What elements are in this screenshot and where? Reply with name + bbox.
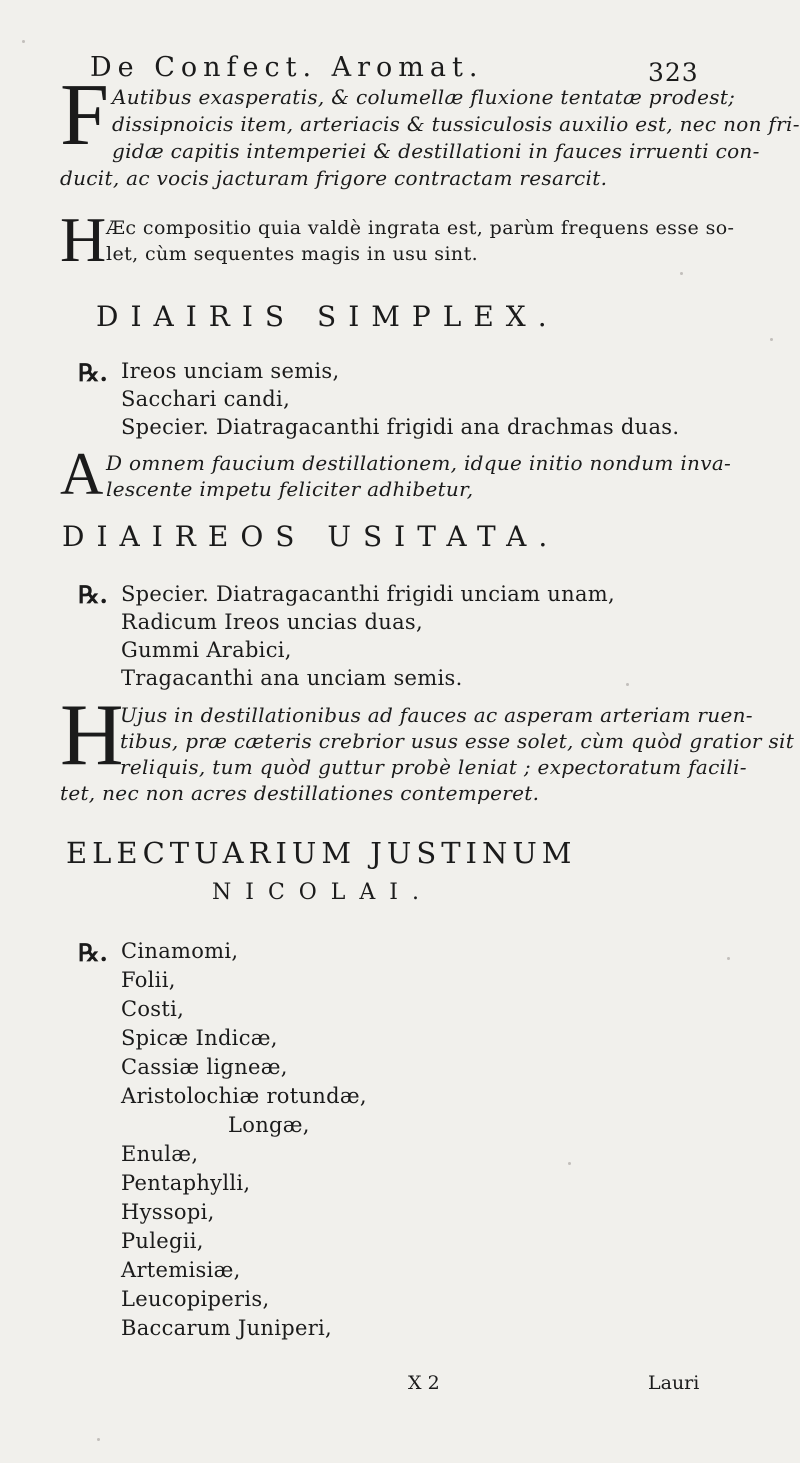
paper-speck bbox=[770, 338, 773, 341]
ingredient-line: Folii, bbox=[121, 968, 176, 992]
drop-cap: H bbox=[60, 204, 107, 275]
paragraph-line: reliquis, tum quòd guttur probè leniat ; expectoratum facili- bbox=[120, 755, 747, 779]
running-head: De Confect. Aromat. bbox=[90, 52, 484, 83]
drop-cap: A bbox=[60, 441, 104, 507]
paper-speck bbox=[727, 957, 730, 960]
ingredient-line: Leucopiperis, bbox=[121, 1287, 270, 1311]
paragraph-line: lescente impetu feliciter adhibetur, bbox=[106, 477, 474, 501]
signature-mark: X 2 bbox=[408, 1372, 440, 1394]
ingredient-line: Baccarum Juniperi, bbox=[121, 1316, 333, 1340]
paragraph-line: tibus, præ cæteris crebrior usus esse solet, cùm quòd gratior sit bbox=[120, 729, 795, 753]
ingredient-line: Specier. Diatragacanthi frigidi unciam unam, bbox=[121, 582, 615, 606]
drop-cap: F bbox=[60, 67, 109, 164]
section-title-diaireos: DIAIREOS USITATA. bbox=[62, 520, 560, 553]
page-number: 323 bbox=[648, 58, 699, 87]
paper-speck bbox=[22, 40, 25, 43]
recipe-symbol: ℞. bbox=[78, 358, 108, 387]
paragraph-line: dissipnoicis item, arteriacis & tussiculosis auxilio est, nec non fri- bbox=[112, 112, 800, 136]
ingredient-line: Artemisiæ, bbox=[121, 1258, 241, 1282]
paragraph-line: Æc compositio quia valdè ingrata est, parùm frequens esse so- bbox=[106, 217, 735, 239]
ingredient-line: Hyssopi, bbox=[121, 1200, 215, 1224]
paragraph-line: gidæ capitis intemperiei & destillationi in fauces irruenti con- bbox=[112, 139, 760, 163]
ingredient-line: Longæ, bbox=[228, 1113, 310, 1137]
ingredient-line: Cinamomi, bbox=[121, 939, 239, 963]
paper-speck bbox=[97, 1438, 100, 1441]
section-title-electuarium: ELECTUARIUM JUSTINUM bbox=[66, 836, 577, 870]
ingredient-line: Gummi Arabici, bbox=[121, 638, 292, 662]
ingredient-line: Pentaphylli, bbox=[121, 1171, 251, 1195]
section-title-diairis: DIAIRIS SIMPLEX. bbox=[96, 300, 559, 333]
diairis-usage bbox=[60, 441, 760, 508]
paragraph-line: D omnem faucium destillationem, idque initio nondum inva- bbox=[106, 451, 732, 475]
ingredient-line: Enulæ, bbox=[121, 1142, 199, 1166]
ingredient-line: Ireos unciam semis, bbox=[121, 359, 340, 383]
ingredient-line: Aristolochiæ rotundæ, bbox=[121, 1084, 367, 1108]
ingredient-line: Spicæ Indicæ, bbox=[121, 1026, 278, 1050]
recipe-symbol: ℞. bbox=[78, 938, 108, 967]
paragraph-line: ducit, ac vocis jacturam frigore contractam resarcit. bbox=[60, 166, 608, 190]
ingredient-line: Pulegii, bbox=[121, 1229, 204, 1253]
note-paragraph bbox=[60, 204, 760, 282]
paragraph-line: let, cùm sequentes magis in usu sint. bbox=[106, 243, 479, 265]
ingredient-line: Sacchari candi, bbox=[121, 387, 291, 411]
paper-speck bbox=[568, 1162, 571, 1165]
diaireos-usage bbox=[60, 687, 795, 810]
ingredient-line: Tragacanthi ana unciam semis. bbox=[121, 666, 463, 690]
drop-cap: H bbox=[60, 687, 124, 784]
ingredient-line: Cassiæ ligneæ, bbox=[121, 1055, 288, 1079]
paper-speck bbox=[680, 272, 683, 275]
paragraph-line: tet, nec non acres destillationes contemperet. bbox=[60, 781, 540, 805]
paragraph-line: Ujus in destillationibus ad fauces ac asperam arteriam ruen- bbox=[120, 703, 753, 727]
ingredient-line: Specier. Diatragacanthi frigidi ana drachmas duas. bbox=[121, 415, 680, 439]
recipe-symbol: ℞. bbox=[78, 580, 108, 609]
paper-speck bbox=[626, 683, 629, 686]
catchword: Lauri bbox=[648, 1372, 700, 1394]
ingredient-line: Costi, bbox=[121, 997, 185, 1021]
paragraph-line: Autibus exasperatis, & columellæ fluxione tentatæ prodest; bbox=[112, 85, 736, 109]
section-subtitle-nicolai: NICOLAI. bbox=[212, 880, 433, 905]
ingredient-line: Radicum Ireos uncias duas, bbox=[121, 610, 423, 634]
